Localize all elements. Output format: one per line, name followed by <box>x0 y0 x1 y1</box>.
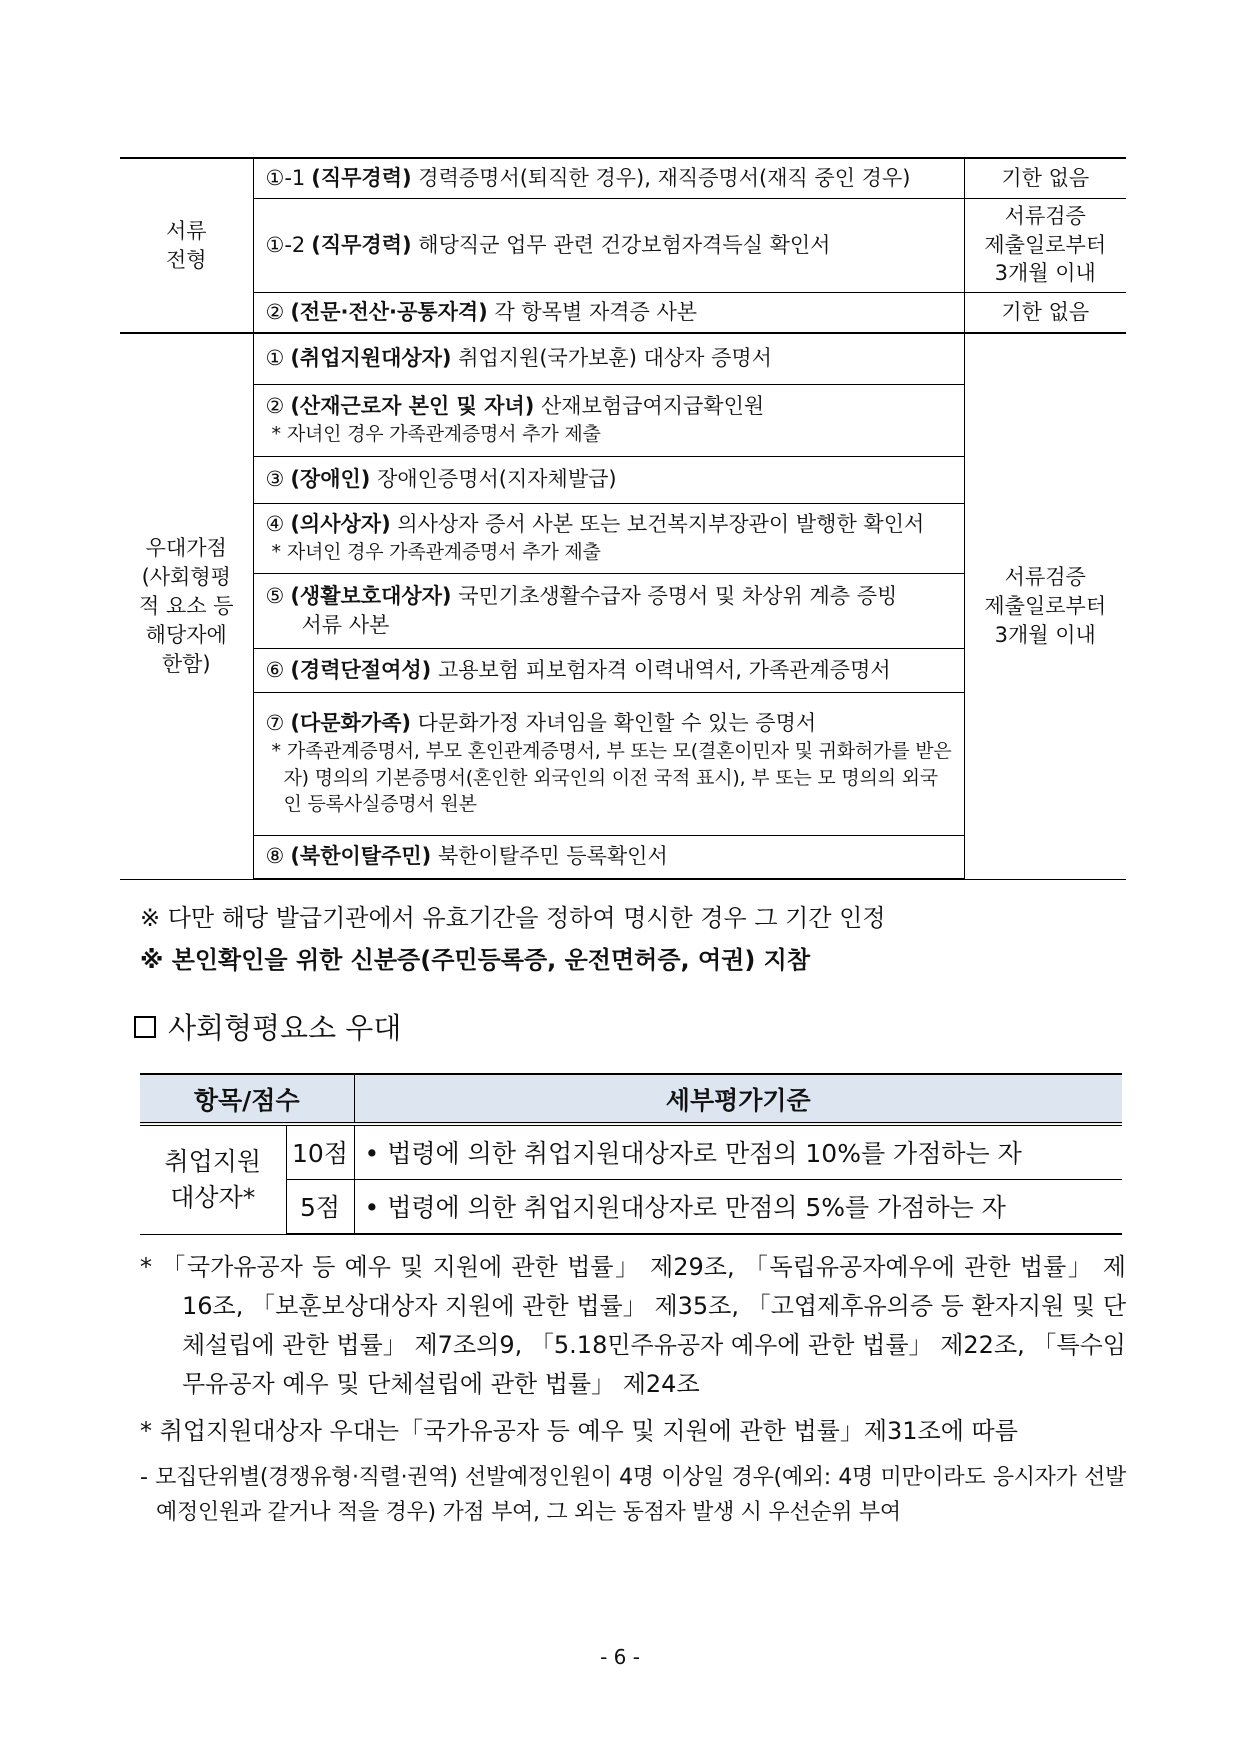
note-text: 자녀인 경우 가족관계증명서 추가 제출 <box>286 423 601 446</box>
document-item <box>253 503 964 573</box>
item-type: (생활보호대상자) <box>290 583 452 608</box>
item-text: 취업지원(국가보훈) 대상자 증명서 <box>458 346 772 371</box>
item-number: ④ <box>265 512 285 537</box>
category-cell-document-screening <box>120 158 253 333</box>
document-item <box>253 198 964 292</box>
item-number: ③ <box>265 467 285 492</box>
period-text: 기한 없음 <box>1001 165 1090 190</box>
item-number: ② <box>265 299 285 324</box>
document-item <box>253 384 964 456</box>
item-type: (전문·전산·공통자격) <box>290 299 488 324</box>
period-text: 3개월 이내 <box>994 622 1096 647</box>
validity-period <box>964 158 1126 198</box>
item-text: 각 항목별 자격증 사본 <box>494 299 698 324</box>
item-text: 해당직군 업무 관련 건강보험자격득실 확인서 <box>418 232 831 257</box>
item-number: ② <box>265 394 285 419</box>
item-text: 고용보험 피보험자격 이력내역서, 가족관계증명서 <box>437 657 891 682</box>
item-type: (장애인) <box>290 467 371 492</box>
item-text-continued: 서류 사본 <box>301 612 390 637</box>
header-item-score: 항목/점수 <box>140 1074 354 1124</box>
header-criteria: 세부평가기준 <box>354 1074 1122 1124</box>
item-text: 다문화가정 자녀임을 확인할 수 있는 증명서 <box>417 711 817 736</box>
category-label-line: 적 요소 등 <box>139 593 234 618</box>
period-text: 3개월 이내 <box>994 261 1096 286</box>
item-type: (북한이탈주민) <box>290 844 432 869</box>
period-text: 기한 없음 <box>1001 299 1090 324</box>
item-number: ⑥ <box>265 657 285 682</box>
item-text: 장애인증명서(지자체발급) <box>377 467 617 492</box>
category-label-line: 한함) <box>161 651 211 676</box>
section-title: 사회형평요소 우대 <box>168 1011 402 1045</box>
category-cell-preferential-points <box>120 333 253 879</box>
criteria-cell: • 법령에 의한 취업지원대상자로 만점의 5%를 가점하는 자 <box>354 1179 1122 1234</box>
required-documents-table <box>120 157 1126 880</box>
category-label-line: 전형 <box>165 247 207 272</box>
period-text: 서류검증 <box>1004 203 1086 228</box>
item-text: 의사상자 증서 사본 또는 보건복지부장관이 발행한 확인서 <box>397 512 925 537</box>
item-type: (다문화가족) <box>290 711 411 736</box>
item-type: (취업지원대상자) <box>290 346 452 371</box>
footnote-laws: * 「국가유공자 등 예우 및 지원에 관한 법률」 제29조, 「독립유공자예우에 관한 법률」 제16조, 「보훈보상대상자 지원에 관한 법률」 제35조, 「고엽제후유의증 등 환자지원 및 단체설립에 관한 법률」 제7조의9, 「5.18민주유공자 예우에 관한 법률」 제22조, 「특수임무유공자 예우 및 단체설립에 관한 법률」 제24조 <box>140 1253 1126 1399</box>
item-type: (의사상자) <box>290 512 391 537</box>
scoring-table <box>140 1073 1122 1235</box>
table-row <box>120 292 1126 333</box>
validity-period <box>964 292 1126 333</box>
document-item <box>253 158 964 198</box>
item-type: (직무경력) <box>311 165 412 190</box>
note-text: 자녀인 경우 가족관계증명서 추가 제출 <box>286 541 601 564</box>
table-row <box>120 158 1126 198</box>
section-heading <box>134 1006 401 1047</box>
table-row <box>140 1124 1122 1179</box>
category-label-line: 취업지원 <box>164 1146 262 1176</box>
table-header-row <box>140 1074 1122 1124</box>
item-text: 산재보험급여지급확인원 <box>541 394 765 419</box>
validity-period <box>964 198 1126 292</box>
document-item <box>253 573 964 648</box>
table-row <box>140 1179 1122 1234</box>
item-type: (직무경력) <box>311 232 412 257</box>
item-text: 국민기초생활수급자 증명서 및 차상위 계층 증빙 <box>458 583 898 608</box>
category-label-line: 해당자에 <box>145 622 227 647</box>
category-label-line: 우대가점 <box>145 535 227 560</box>
points-cell: 5점 <box>286 1179 354 1234</box>
document-item <box>253 692 964 835</box>
item-number: ①-2 <box>265 232 306 257</box>
period-text: 제출일로부터 <box>984 593 1107 618</box>
document-item <box>253 333 964 384</box>
item-type: (경력단절여성) <box>290 657 432 682</box>
document-item <box>253 292 964 333</box>
item-number: ① <box>265 346 285 371</box>
item-type: (산재근로자 본인 및 자녀) <box>290 394 535 419</box>
table-row <box>120 198 1126 292</box>
item-note <box>266 421 952 448</box>
category-label-line: 서류 <box>165 218 207 243</box>
period-text: 서류검증 <box>1004 564 1086 589</box>
period-text: 제출일로부터 <box>984 232 1107 257</box>
item-number: ⑤ <box>265 583 285 608</box>
criteria-cell: • 법령에 의한 취업지원대상자로 만점의 10%를 가점하는 자 <box>354 1124 1122 1179</box>
footnote-conditions: - 모집단위별(경쟁유형·직렬·권역) 선발예정인원이 4명 이상일 경우(예외: 4명 미만이라도 응시자가 선발예정인원과 같거나 적을 경우) 가점 부여, 그 외는 동점자 발생 시 우선순위 부여 <box>140 1465 1126 1526</box>
document-item <box>253 456 964 503</box>
note-marker: * <box>271 541 281 564</box>
item-note <box>266 738 952 818</box>
page-number: - 6 - <box>600 1645 640 1669</box>
validity-period <box>964 333 1126 879</box>
category-label-line: (사회형평 <box>141 564 231 589</box>
points-cell: 10점 <box>286 1124 354 1179</box>
category-cell <box>140 1124 286 1234</box>
validity-notice: ※ 다만 해당 발급기관에서 유효기간을 정하여 명시한 경우 그 기간 인정 <box>140 904 886 932</box>
category-label-line: 대상자* <box>170 1182 256 1212</box>
table-row <box>120 333 1126 384</box>
footnote-basis: * 취업지원대상자 우대는「국가유공자 등 예우 및 지원에 관한 법률」제31조에 따름 <box>140 1417 1018 1445</box>
item-number: ⑧ <box>265 844 285 869</box>
note-marker: * <box>271 740 281 763</box>
item-note <box>266 539 952 566</box>
document-item <box>253 648 964 692</box>
item-text: 경력증명서(퇴직한 경우), 재직증명서(재직 중인 경우) <box>418 165 911 190</box>
item-number: ①-1 <box>265 165 306 190</box>
document-item <box>253 835 964 879</box>
item-text: 북한이탈주민 등록확인서 <box>437 844 668 869</box>
id-notice: ※ 본인확인을 위한 신분증(주민등록증, 운전면허증, 여권) 지참 <box>140 946 811 974</box>
note-marker: * <box>271 423 281 446</box>
item-number: ⑦ <box>265 711 285 736</box>
note-text: 가족관계증명서, 부모 혼인관계증명서, 부 또는 모(결혼이민자 및 귀화허가를 받은 자) 명의의 기본증명서(혼인한 외국인의 이전 국적 표시), 부 또는 모 명의의 외국인 등록사실증명서 원본 <box>283 740 952 816</box>
checkbox-square-icon <box>134 1016 156 1038</box>
